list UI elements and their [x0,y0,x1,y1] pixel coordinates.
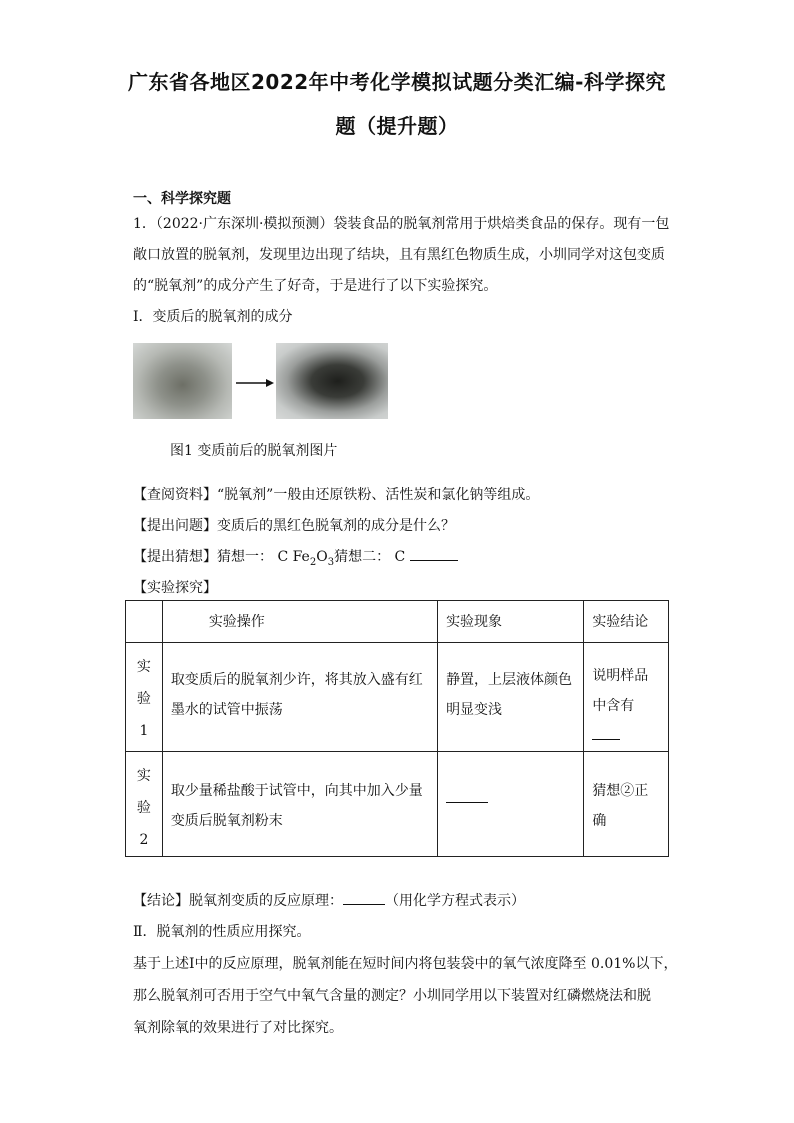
operation-cell: 取少量稀盐酸于试管中，向其中加入少量变质后脱氧剂粉末 [162,752,437,857]
conclusion-line: 【结论】脱氧剂变质的反应原理： （用化学方程式表示） [133,890,525,910]
oxygen-symbol: O [316,549,328,565]
paragraph-line1: 基于上述Ⅰ中的反应原理，脱氧剂能在短时间内将包装袋中的氧气浓度降至 0.01%以下， [133,956,678,972]
hypothesis-blank[interactable] [410,546,458,561]
row-label: 实 验 1 [126,643,163,752]
paragraph-line2: 那么脱氧剂可否用于空气中氧气含量的测定？小圳同学用以下装置对红磷燃烧法和脱 [133,988,651,1004]
hypothesis-prefix: 【提出猜想】猜想一： C Fe [133,549,310,565]
paragraph-line3: 氧剂除氧的效果进行了对比探究。 [133,1020,343,1036]
table-row [126,752,669,857]
hypothesis-suffix: 猜想二： C [334,549,406,565]
hypothesis-line [133,546,458,568]
question-intro-line1: 1．（2022·广东深圳·模拟预测）袋装食品的脱氧剂常用于烘焙类食品的保存。现有一包 [133,216,670,232]
part2-heading: Ⅱ．脱氧剂的性质应用探究。 [133,924,311,940]
arrow-right-icon [236,378,274,388]
subscript-3: 3 [327,556,335,568]
document-title-line1: 广东省各地区2022年中考化学模拟试题分类汇编-科学探究 [128,70,666,94]
equation-blank[interactable] [343,890,385,905]
conclusion-cell: 猜想②正确 [584,752,669,857]
question-intro-line2: 敞口放置的脱氧剂，发现里边出现了结块，且有黑红色物质生成，小圳同学对这包变质 [133,247,665,263]
experiment-heading: 【实验探究】 [133,580,217,596]
question-intro-line3: 的“脱氧剂”的成分产生了好奇，于是进行了以下实验探究。 [133,278,498,294]
fresh-deoxidizer-photo [133,343,232,419]
research-question: 【提出问题】变质后的黑红色脱氧剂的成分是什么？ [133,518,455,534]
conclusion-cell: 说明样品中含有 [584,643,669,752]
operation-cell: 取变质后的脱氧剂少许，将其放入盛有红墨水的试管中振荡 [162,643,437,752]
table-header-row [126,601,669,643]
phenomenon-blank[interactable] [446,788,488,803]
section-heading: 一、科学探究题 [133,191,231,207]
figure-caption: 图1 变质前后的脱氧剂图片 [170,443,338,459]
table-header-cell: 实验现象 [438,601,584,643]
document-title-line2: 题（提升题） [335,114,459,138]
spoiled-deoxidizer-photo [276,343,388,419]
table-header-empty [126,601,163,643]
table-header-cell: 实验操作 [162,601,437,643]
phenomenon-cell: 静置，上层液体颜色明显变浅 [438,643,584,752]
part1-heading: Ⅰ．变质后的脱氧剂的成分 [133,309,293,325]
table-row [126,643,669,752]
table-header-cell: 实验结论 [584,601,669,643]
subscript-2: 2 [309,556,317,568]
row-label: 实 验 2 [126,752,163,857]
phenomenon-cell [438,752,584,857]
lookup-info: 【查阅资料】“脱氧剂”一般由还原铁粉、活性炭和氯化钠等组成。 [133,487,540,503]
experiment-table [125,600,669,857]
conclusion-blank[interactable] [592,725,620,740]
